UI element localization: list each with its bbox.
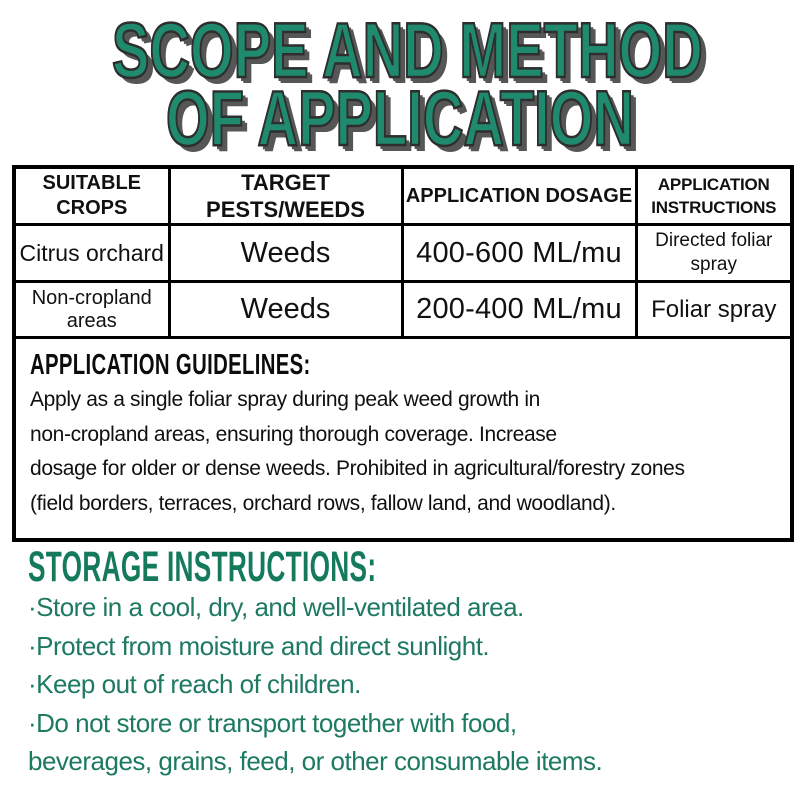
storage-line: beverages, grains, feed, or other consumable items. [28,746,603,776]
col-header-target-pests-weeds: TARGET PESTS/WEEDS [169,167,402,225]
table-row-non-cropland [14,282,792,338]
guidelines-text [30,383,778,521]
guidelines-heading: APPLICATION GUIDELINES: [30,349,311,381]
cell-dosage: 400-600 ML/mu [402,225,636,282]
cell-crop: Non-cropland areas [14,282,169,338]
storage-line: ·Store in a cool, dry, and well-ventilated area. [28,592,524,622]
table-header-row [14,167,792,225]
table-row-citrus-orchard [14,225,792,282]
page-title-line1: SCOPE AND METHOD [112,6,703,94]
cell-instructions: Foliar spray [636,282,792,338]
page-title [0,6,800,162]
guidelines-line: Apply as a single foliar spray during peak weed growth in [30,388,541,411]
guidelines-row [14,338,792,541]
application-table [12,165,794,542]
col-header-application-instructions: APPLICATION INSTRUCTIONS [636,167,792,225]
col-header-application-dosage: APPLICATION DOSAGE [402,167,636,225]
storage-line: ·Protect from moisture and direct sunlight. [28,630,490,661]
guidelines-line: non-cropland areas, ensuring thorough coverage. Increase [30,422,557,446]
page-title-line2: OF APPLICATION [166,74,634,162]
cell-pest: Weeds [169,225,402,282]
guidelines-line: dosage for older or dense weeds. Prohibited in agricultural/forestry zones [30,457,685,480]
guidelines-line: (field borders, terraces, orchard rows, fallow land, and woodland). [30,491,616,515]
storage-heading: STORAGE INSTRUCTIONS: [28,543,377,591]
storage-line: ·Do not store or transport together with food, [28,707,517,738]
cell-pest: Weeds [169,282,402,338]
cell-dosage: 200-400 ML/mu [402,282,636,338]
storage-line: ·Keep out of reach of children. [28,669,361,699]
cell-instructions: Directed foliar spray [636,225,792,282]
col-header-suitable-crops: SUITABLE CROPS [14,167,169,225]
guidelines-cell [14,338,792,541]
cell-crop: Citrus orchard [14,225,169,282]
storage-list [28,588,788,781]
storage-section [28,544,788,781]
